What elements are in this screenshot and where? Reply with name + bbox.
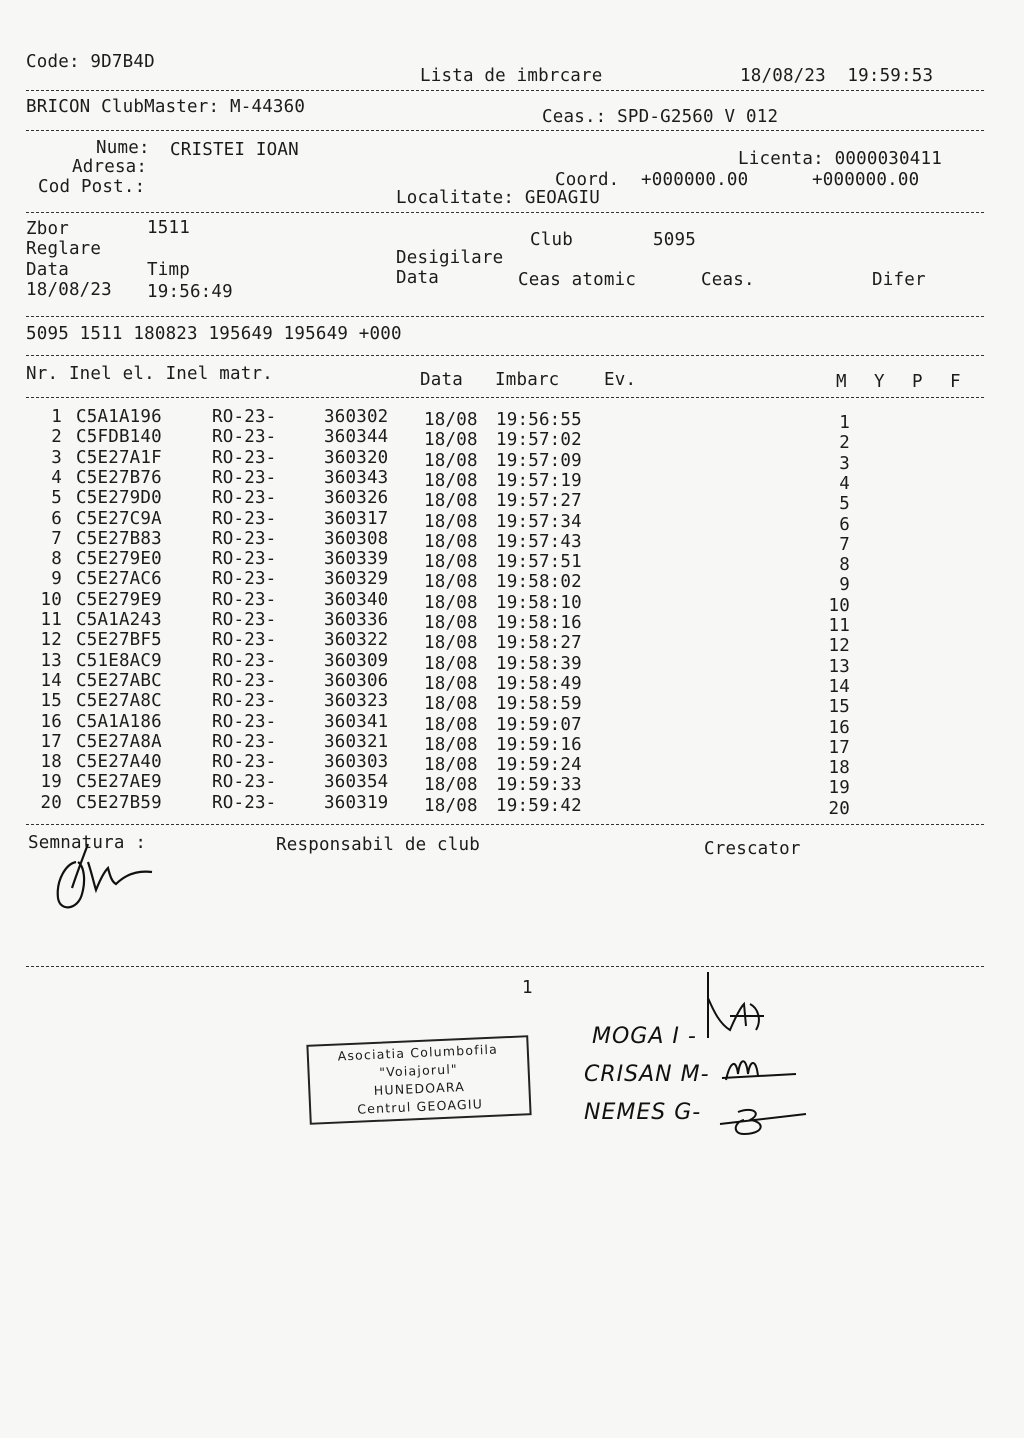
table-row xyxy=(0,792,1024,819)
electronic-ring: C5E27B83 xyxy=(76,528,162,549)
ring-number: 360309 xyxy=(324,650,389,671)
electronic-ring: C5E27AE9 xyxy=(76,772,162,793)
table-row xyxy=(0,569,1024,596)
arrival-time: 19:58:59 xyxy=(496,694,582,715)
col-header-f: F xyxy=(950,372,961,392)
ring-number: 360326 xyxy=(324,488,389,509)
ceas-label: Ceas. xyxy=(701,270,755,290)
divider xyxy=(26,212,984,213)
name-value: CRISTEI IOAN xyxy=(170,140,299,160)
name-label: Nume: xyxy=(96,138,150,158)
divider xyxy=(26,316,984,317)
data-label: Data xyxy=(26,260,69,280)
reglare-label: Reglare xyxy=(26,239,102,259)
row-number: 10 xyxy=(40,589,62,610)
summary-line: 5095 1511 180823 195649 195649 +000 xyxy=(26,324,402,344)
ring-prefix: RO-23- xyxy=(212,467,277,488)
reglare-time: 19:56:49 xyxy=(147,282,233,302)
electronic-ring: C5A1A186 xyxy=(76,711,162,732)
arrival-time: 19:58:39 xyxy=(496,653,582,674)
row-number: 1 xyxy=(51,407,62,427)
handwritten-name: CRISAN M- xyxy=(584,1062,710,1087)
arrival-time: 19:57:43 xyxy=(496,531,582,552)
mark-m: 7 xyxy=(839,534,850,555)
arrival-date: 18/08 xyxy=(424,552,478,573)
mark-m: 8 xyxy=(839,555,850,576)
ring-number: 360329 xyxy=(324,569,389,590)
table-row xyxy=(0,589,1024,616)
arrival-time: 19:59:42 xyxy=(496,795,582,816)
coord-x: +000000.00 xyxy=(641,170,749,190)
print-datetime: 18/08/23 19:59:53 xyxy=(740,66,934,86)
table-row xyxy=(0,670,1024,697)
table-row xyxy=(0,610,1024,636)
data-label-desigilare: Data xyxy=(396,268,439,288)
arrival-time: 19:57:09 xyxy=(496,450,582,471)
electronic-ring: C5E279D0 xyxy=(76,488,162,509)
table-row xyxy=(0,549,1024,576)
ring-prefix: RO-23- xyxy=(212,407,277,427)
row-number: 20 xyxy=(40,792,62,813)
row-number: 15 xyxy=(40,691,62,712)
row-number: 7 xyxy=(51,528,62,549)
mark-m: 3 xyxy=(839,453,850,474)
divider xyxy=(26,130,984,131)
flight-number: 1511 xyxy=(147,218,190,238)
table-row xyxy=(0,427,1024,454)
ring-prefix: RO-23- xyxy=(212,508,277,529)
table-row xyxy=(0,528,1024,555)
mark-m: 17 xyxy=(828,737,850,758)
electronic-ring: C5E27B76 xyxy=(76,467,162,488)
ring-prefix: RO-23- xyxy=(212,792,277,813)
handwritten-name: NEMES G- xyxy=(584,1100,702,1125)
row-number: 2 xyxy=(51,427,62,448)
table-row xyxy=(0,691,1024,718)
breeder-signature xyxy=(48,840,158,920)
ring-prefix: RO-23- xyxy=(212,447,277,468)
signature-label: Semnatura : xyxy=(28,833,147,853)
ring-number: 360303 xyxy=(324,752,389,773)
flight-label: Zbor xyxy=(26,219,69,239)
ring-prefix: RO-23- xyxy=(212,569,277,590)
mark-m: 19 xyxy=(828,778,850,799)
ring-number: 360319 xyxy=(324,792,389,813)
system-id: BRICON ClubMaster: M-44360 xyxy=(26,97,306,117)
ring-prefix: RO-23- xyxy=(212,691,277,712)
arrival-date: 18/08 xyxy=(424,410,478,430)
ring-prefix: RO-23- xyxy=(212,630,277,651)
table-row xyxy=(0,508,1024,535)
ring-number: 360308 xyxy=(324,528,389,549)
arrival-time: 19:59:07 xyxy=(496,714,582,735)
electronic-ring: C5A1A196 xyxy=(76,407,162,427)
arrival-date: 18/08 xyxy=(424,795,478,816)
electronic-ring: C5E27B59 xyxy=(76,792,162,813)
electronic-ring: C5E27ABC xyxy=(76,670,162,691)
electronic-ring: C5FDB140 xyxy=(76,427,162,448)
col-header-imbarc: Imbarc xyxy=(495,370,560,390)
divider xyxy=(26,90,984,91)
committee-signature xyxy=(700,968,810,1048)
arrival-date: 18/08 xyxy=(424,653,478,674)
ring-number: 360322 xyxy=(324,630,389,651)
page-number: 1 xyxy=(522,978,533,998)
ring-prefix: RO-23- xyxy=(212,772,277,793)
mark-m: 16 xyxy=(828,717,850,738)
stamp-line: Centrul GEOAGIU xyxy=(356,1096,484,1117)
table-row xyxy=(0,650,1024,677)
arrival-time: 19:59:24 xyxy=(496,755,582,776)
electronic-ring: C5E27A8C xyxy=(76,691,162,712)
divider xyxy=(26,397,984,398)
row-number: 4 xyxy=(51,467,62,488)
electronic-ring: C5E27A40 xyxy=(76,752,162,773)
row-number: 14 xyxy=(40,670,62,691)
row-number: 9 xyxy=(51,569,62,590)
row-number: 6 xyxy=(51,508,62,529)
electronic-ring: C5E279E0 xyxy=(76,549,162,570)
electronic-ring: C5E279E9 xyxy=(76,589,162,610)
arrival-date: 18/08 xyxy=(424,734,478,755)
ceas-atomic-label: Ceas atomic xyxy=(518,270,637,290)
arrival-date: 18/08 xyxy=(424,633,478,654)
club-number: 5095 xyxy=(653,230,696,250)
electronic-ring: C5E27A8A xyxy=(76,731,162,752)
ring-prefix: RO-23- xyxy=(212,670,277,691)
ring-prefix: RO-23- xyxy=(212,610,277,630)
divider xyxy=(26,824,984,825)
mark-m: 4 xyxy=(839,473,850,494)
arrival-date: 18/08 xyxy=(424,592,478,613)
club-stamp xyxy=(306,1035,531,1125)
mark-m: 15 xyxy=(828,697,850,718)
mark-m: 12 xyxy=(828,636,850,657)
electronic-ring: C5E27C9A xyxy=(76,508,162,529)
ring-number: 360320 xyxy=(324,447,389,468)
table-row xyxy=(0,731,1024,758)
ring-number: 360306 xyxy=(324,670,389,691)
ring-prefix: RO-23- xyxy=(212,589,277,610)
breeder-label: Crescator xyxy=(704,839,801,859)
arrival-date: 18/08 xyxy=(424,430,478,451)
electronic-ring: C51E8AC9 xyxy=(76,650,162,671)
mark-m: 11 xyxy=(828,616,850,636)
mark-m: 2 xyxy=(839,433,850,454)
row-number: 19 xyxy=(40,772,62,793)
ring-prefix: RO-23- xyxy=(212,488,277,509)
desigilare-label: Desigilare xyxy=(396,248,504,268)
arrival-time: 19:58:10 xyxy=(496,592,582,613)
col-header-y: Y xyxy=(874,372,885,392)
arrival-date: 18/08 xyxy=(424,531,478,552)
club-label: Club xyxy=(530,230,573,250)
clock-id: Ceas.: SPD-G2560 V 012 xyxy=(542,107,779,127)
arrival-time: 19:57:19 xyxy=(496,470,582,491)
stamp-line: HUNEDOARA xyxy=(373,1079,466,1098)
ring-number: 360317 xyxy=(324,508,389,529)
ring-number: 360321 xyxy=(324,731,389,752)
table-row xyxy=(0,772,1024,799)
electronic-ring: C5E27BF5 xyxy=(76,630,162,651)
col-header-ev: Ev. xyxy=(604,370,637,390)
mark-m: 20 xyxy=(828,798,850,819)
arrival-time: 19:57:02 xyxy=(496,430,582,451)
address-label: Adresa: xyxy=(72,157,148,177)
row-number: 11 xyxy=(40,610,62,630)
arrival-time: 19:58:16 xyxy=(496,613,582,633)
arrival-date: 18/08 xyxy=(424,470,478,491)
mark-m: 13 xyxy=(828,656,850,677)
col-header-m: M xyxy=(836,372,847,392)
arrival-time: 19:57:27 xyxy=(496,491,582,512)
difer-label: Difer xyxy=(872,270,926,290)
table-row xyxy=(0,467,1024,494)
table-row xyxy=(0,407,1024,433)
ring-number: 360302 xyxy=(324,407,389,427)
arrival-time: 19:57:51 xyxy=(496,552,582,573)
ring-number: 360340 xyxy=(324,589,389,610)
stamp-line: Asociatia Columbofila xyxy=(337,1041,499,1064)
ring-prefix: RO-23- xyxy=(212,650,277,671)
row-number: 3 xyxy=(51,447,62,468)
reglare-date: 18/08/23 xyxy=(26,280,112,300)
arrival-date: 18/08 xyxy=(424,714,478,735)
mark-m: 6 xyxy=(839,514,850,535)
arrival-time: 19:58:49 xyxy=(496,673,582,694)
electronic-ring: C5E27AC6 xyxy=(76,569,162,590)
ring-number: 360343 xyxy=(324,467,389,488)
coord-y: +000000.00 xyxy=(812,170,920,190)
ring-number: 360336 xyxy=(324,610,389,630)
ring-number: 360323 xyxy=(324,691,389,712)
arrival-date: 18/08 xyxy=(424,613,478,633)
table-row xyxy=(0,752,1024,779)
table-row xyxy=(0,711,1024,738)
ring-number: 360354 xyxy=(324,772,389,793)
arrival-date: 18/08 xyxy=(424,775,478,796)
row-number: 13 xyxy=(40,650,62,671)
electronic-ring: C5A1A243 xyxy=(76,610,162,630)
ring-number: 360341 xyxy=(324,711,389,732)
ring-number: 360344 xyxy=(324,427,389,448)
arrival-time: 19:58:02 xyxy=(496,572,582,593)
row-number: 18 xyxy=(40,752,62,773)
mark-m: 14 xyxy=(828,676,850,697)
ring-prefix: RO-23- xyxy=(212,549,277,570)
arrival-time: 19:59:33 xyxy=(496,775,582,796)
document-code: Code: 9D7B4D xyxy=(26,52,155,72)
handwritten-name: MOGA I - xyxy=(592,1024,697,1049)
license-number: Licenta: 0000030411 xyxy=(738,149,942,169)
ring-prefix: RO-23- xyxy=(212,427,277,448)
arrival-date: 18/08 xyxy=(424,755,478,776)
ring-prefix: RO-23- xyxy=(212,711,277,732)
coord-label: Coord. xyxy=(555,170,620,190)
responsible-label: Responsabil de club xyxy=(276,835,480,855)
committee-signature xyxy=(720,1052,810,1092)
row-number: 17 xyxy=(40,731,62,752)
electronic-ring: C5E27A1F xyxy=(76,447,162,468)
postal-label: Cod Post.: xyxy=(38,177,146,197)
col-header-rings: Nr. Inel el. Inel matr. xyxy=(26,364,273,384)
table-row xyxy=(0,488,1024,515)
row-number: 12 xyxy=(40,630,62,651)
arrival-date: 18/08 xyxy=(424,694,478,715)
stamp-line: "Voiajorul" xyxy=(378,1061,459,1080)
row-number: 5 xyxy=(51,488,62,509)
ring-number: 360339 xyxy=(324,549,389,570)
arrival-date: 18/08 xyxy=(424,491,478,512)
mark-m: 18 xyxy=(828,758,850,779)
arrival-time: 19:59:16 xyxy=(496,734,582,755)
mark-m: 5 xyxy=(839,494,850,515)
ring-prefix: RO-23- xyxy=(212,528,277,549)
mark-m: 10 xyxy=(828,595,850,616)
col-header-data: Data xyxy=(420,370,463,390)
arrival-date: 18/08 xyxy=(424,673,478,694)
locality: Localitate: GEOAGIU xyxy=(396,188,600,208)
arrival-time: 19:58:27 xyxy=(496,633,582,654)
table-row xyxy=(0,630,1024,657)
arrival-time: 19:56:55 xyxy=(496,410,582,430)
committee-signature xyxy=(714,1100,814,1140)
ring-prefix: RO-23- xyxy=(212,752,277,773)
timp-label: Timp xyxy=(147,260,190,280)
arrival-date: 18/08 xyxy=(424,572,478,593)
divider xyxy=(26,355,984,356)
row-number: 16 xyxy=(40,711,62,732)
mark-m: 1 xyxy=(839,413,850,433)
document-title: Lista de imbrcare xyxy=(420,66,603,86)
ring-prefix: RO-23- xyxy=(212,731,277,752)
mark-m: 9 xyxy=(839,575,850,596)
divider xyxy=(26,966,984,967)
arrival-date: 18/08 xyxy=(424,511,478,532)
arrival-date: 18/08 xyxy=(424,450,478,471)
col-header-p: P xyxy=(912,372,923,392)
arrival-time: 19:57:34 xyxy=(496,511,582,532)
table-row xyxy=(0,447,1024,474)
row-number: 8 xyxy=(51,549,62,570)
